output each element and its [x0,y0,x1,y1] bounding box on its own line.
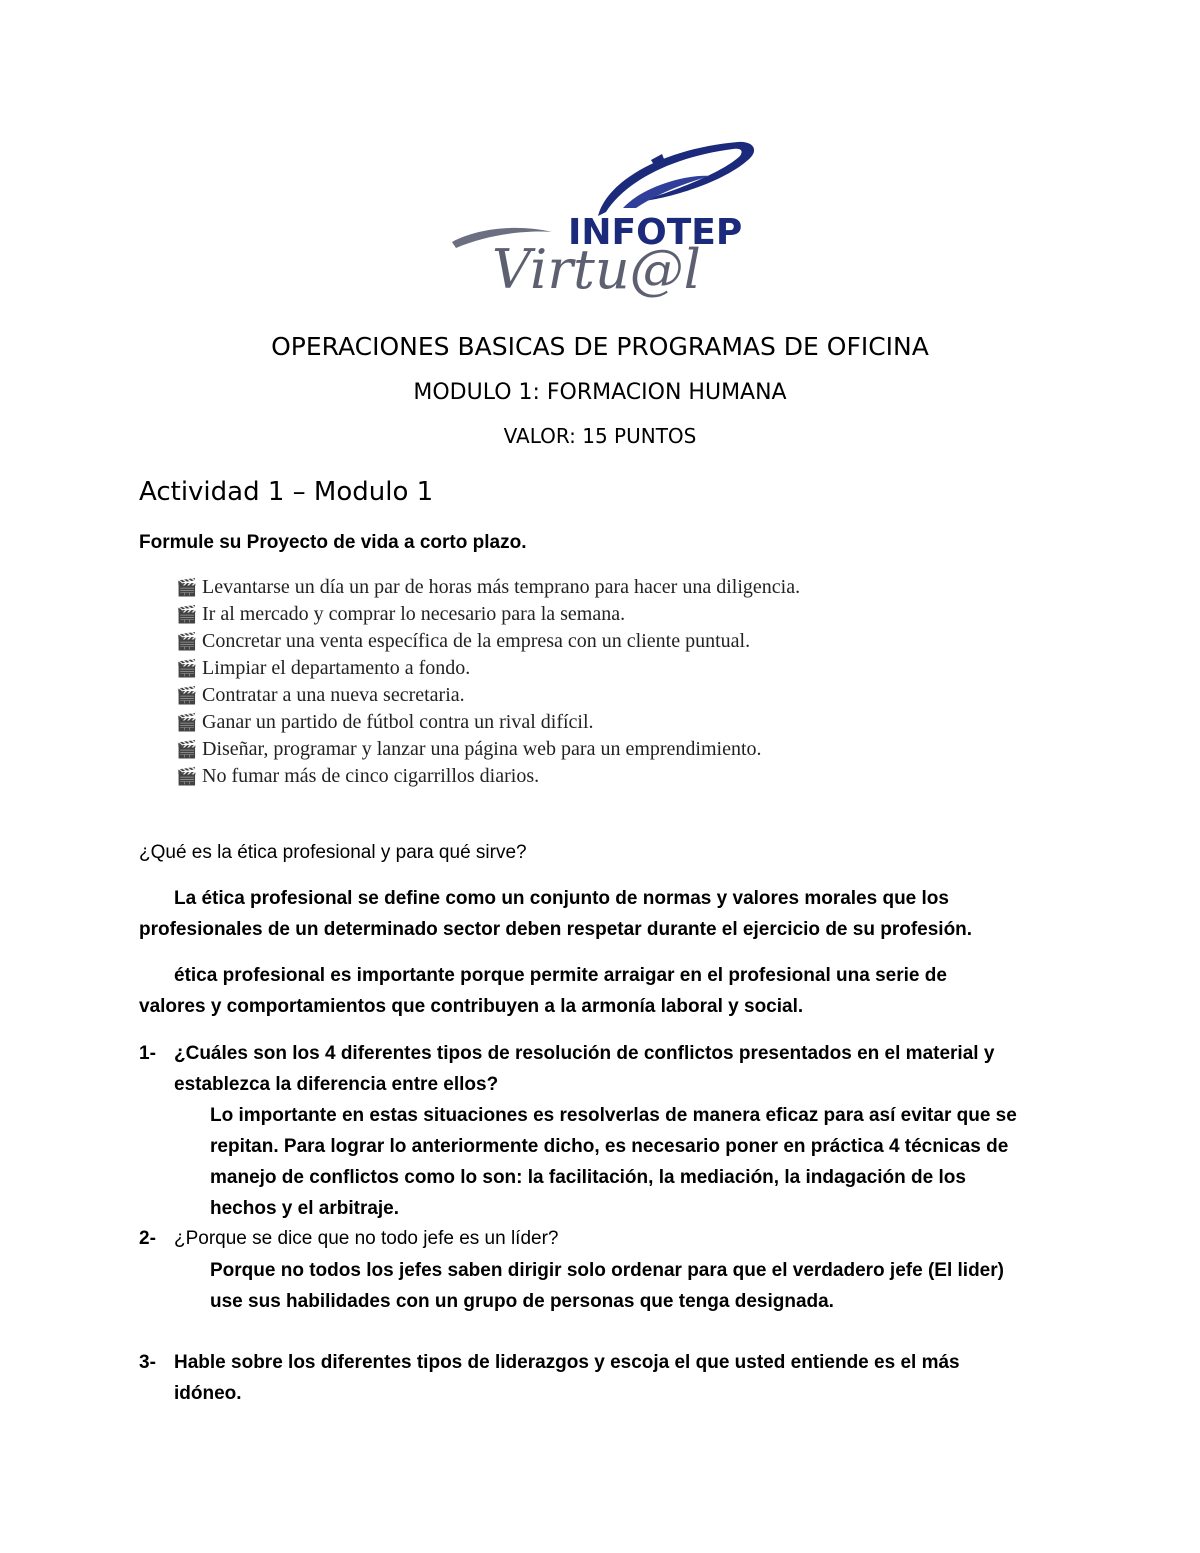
list-item: 🎬 Ir al mercado y comprar lo necesario para la semana. [176,601,800,628]
question-number: 3- [139,1352,156,1373]
ethics-paragraph-1-line-1: La ética profesional se define como un conjunto de normas y valores morales que los [174,888,949,909]
answer-1-line-3 [210,1167,966,1189]
ethics-paragraph-2-line-1: ética profesional es importante porque permite arraigar en el profesional una serie de [174,965,947,986]
goals-list [176,574,800,790]
answer-1-techniques: la facilitación, la mediación, la indagación de los [527,1167,966,1188]
document-title: OPERACIONES BASICAS DE PROGRAMAS DE OFICINA [271,332,929,361]
question-number: 2- [139,1228,156,1249]
infotep-virtual-logo [448,138,760,300]
clapperboard-icon: 🎬 [176,578,198,598]
question-number: 1- [139,1043,156,1064]
list-item: 🎬 Diseñar, programar y lanzar una página web para un emprendimiento. [176,736,800,763]
clapperboard-icon: 🎬 [176,740,198,760]
answer-1-line-4: hechos y el arbitraje. [210,1198,400,1219]
clapperboard-icon: 🎬 [176,632,198,652]
list-item: 🎬 Ganar un partido de fútbol contra un rival difícil. [176,709,800,736]
ethics-paragraph-1-line-2: profesionales de un determinado sector deben respetar durante el ejercicio de su profesión. [139,919,973,940]
list-item: 🎬 Contratar a una nueva secretaria. [176,682,800,709]
question-3-line-2: idóneo. [174,1383,242,1404]
activity-heading: Actividad 1 – Modulo 1 [139,477,434,507]
question-3-line-1: Hable sobre los diferentes tipos de liderazgos y escoja el que usted entiende es el más [174,1352,960,1373]
list-item: 🎬 No fumar más de cinco cigarrillos diarios. [176,763,800,790]
project-prompt: Formule su Proyecto de vida a corto plazo. [139,532,527,553]
module-title: MODULO 1: FORMACION HUMANA [413,380,787,405]
answer-1-line-3-lead: manejo de conflictos como lo son: [210,1167,528,1188]
points-value: VALOR: 15 PUNTOS [503,424,697,448]
clapperboard-icon: 🎬 [176,659,198,679]
clapperboard-icon: 🎬 [176,767,198,787]
answer-1-line-2: repitan. Para lograr lo anteriormente dicho, es necesario poner en práctica 4 técnicas de [210,1136,1009,1157]
clapperboard-icon: 🎬 [176,713,198,733]
list-item: 🎬 Levantarse un día un par de horas más temprano para hacer una diligencia. [176,574,800,601]
list-item: 🎬 Limpiar el departamento a fondo. [176,655,800,682]
ethics-question: ¿Qué es la ética profesional y para qué sirve? [139,842,527,863]
ethics-paragraph-2-line-2: valores y comportamientos que contribuyen a la armonía laboral y social. [139,996,804,1017]
question-1-line-1: ¿Cuáles son los 4 diferentes tipos de resolución de conflictos presentados en el material y [174,1043,995,1064]
svg-text:Virtu@l: Virtu@l [492,238,701,300]
question-2-line-1: ¿Porque se dice que no todo jefe es un líder? [174,1228,559,1249]
svg-text:INFOTEP: INFOTEP [568,212,743,253]
clapperboard-icon: 🎬 [176,686,198,706]
clapperboard-icon: 🎬 [176,605,198,625]
answer-2-line-1: Porque no todos los jefes saben dirigir solo ordenar para que el verdadero jefe (El lider) [210,1260,1004,1281]
answer-1-line-1: Lo importante en estas situaciones es resolverlas de manera eficaz para así evitar que se [210,1105,1017,1126]
question-1-line-2: establezca la diferencia entre ellos? [174,1074,499,1095]
answer-2-line-2: use sus habilidades con un grupo de personas que tenga designada. [210,1291,834,1312]
list-item: 🎬 Concretar una venta específica de la empresa con un cliente puntual. [176,628,800,655]
